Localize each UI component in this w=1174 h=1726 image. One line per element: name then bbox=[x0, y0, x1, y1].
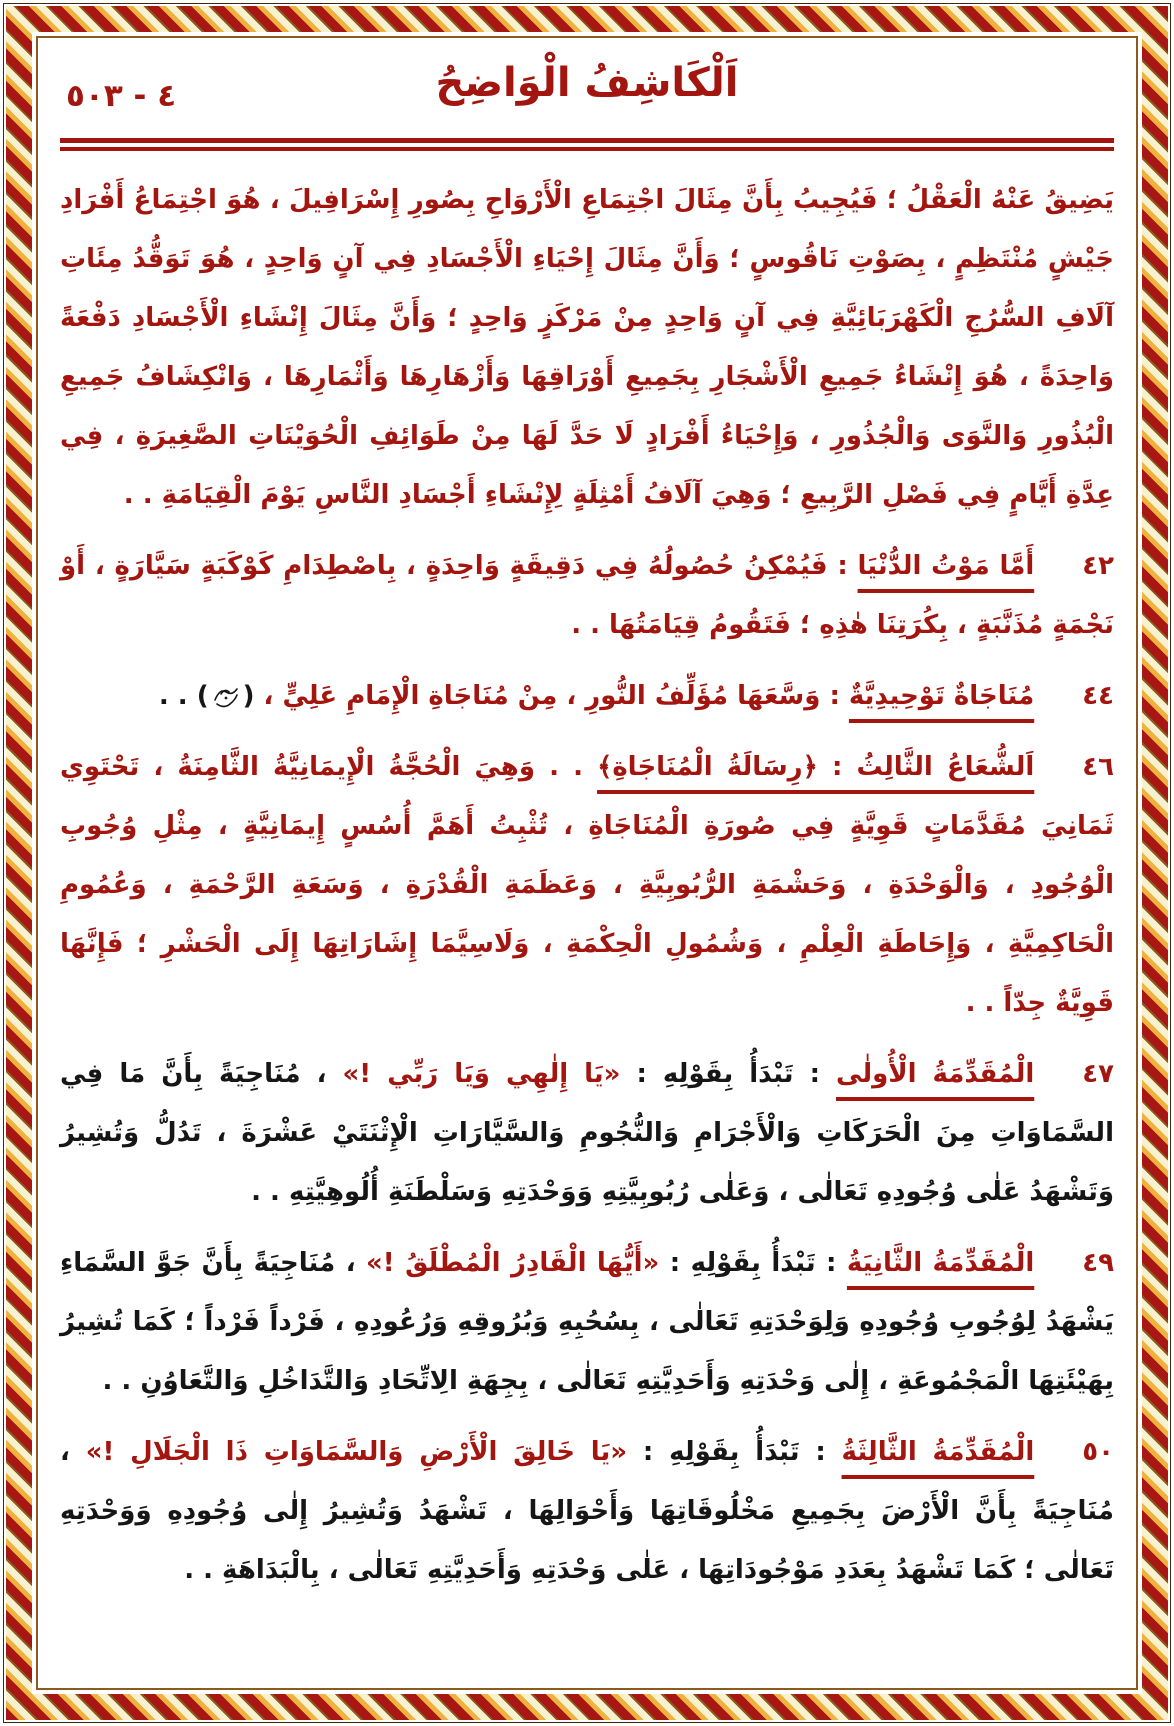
header-rule bbox=[60, 138, 1114, 151]
item-text: ، مُنَاجِيَةً بِأَنَّ مَا فِي السَّمَاوَاتِ مِنَ الْحَرَكَاتِ وَالْأَجْرَامِ وَالنُّجُومِ وَالسَّيَّارَاتِ الْإِثْنَتَيْ عَشْرَةَ ، تَدُلُّ وَتُشِيرُ وَتَشْهَدُ عَلٰى وُجُودِهِ تَعَالٰى ، وَعَلٰى رُبُوبِيَّتِهِ وَوَحْدَتِهِ وَسَلْطَنَةِ أُلُوهِيَّتِهِ . . bbox=[60, 1059, 1114, 1207]
item-heading: اَلشُّعَاعُ الثَّالِثُ : ﴿رِسَالَةُ الْمُنَاجَاةِ﴾ bbox=[597, 752, 1035, 782]
intro-paragraph: يَضِيقُ عَنْهُ الْعَقْلُ ؛ فَيُجِيبُ بِأَنَّ مِثَالَ اجْتِمَاعِ الْأَرْوَاحِ بِصُورِ إِسْرَافِيلَ ، هُوَ اجْتِمَاعُ أَفْرَادِ جَيْشٍ مُنْتَظِمٍ ، بِصَوْتِ نَاقُوسٍ ؛ وَأَنَّ مِثَالَ إِحْيَاءِ الْأَجْسَادِ فِي آنٍ وَاحِدٍ ، هُوَ تَوَقُّدُ مِئَاتِ آلَافِ السُّرُجِ الْكَهْرَبَائِيَّةِ فِي آنٍ وَاحِدٍ مِنْ مَرْكَزٍ وَاحِدٍ ؛ وَأَنَّ مِثَالَ إِنْشَاءِ الْأَجْسَادِ دَفْعَةً وَاحِدَةً ، هُوَ إِنْشَاءُ جَمِيعِ الْأَشْجَارِ بِجَمِيعِ أَوْرَاقِهَا وَأَزْهَارِهَا وَأَثْمَارِهَا ، وَانْكِشَافُ جَمِيعِ الْبُذُورِ وَالنَّوَى وَالْجُذُورِ ، وَإِحْيَاءُ أَفْرَادٍ لَا حَدَّ لَهَا مِنْ طَوَائِفِ الْحُوَيْنَاتِ الصَّغِيرَةِ ، فِي عِدَّةِ أَيَّامٍ فِي فَصْلِ الرَّبِيعِ ؛ وَهِيَ آلَافُ أَمْثِلَةٍ لِإِنْشَاءِ أَجْسَادِ النَّاسِ يَوْمَ الْقِيَامَةِ . . bbox=[60, 185, 1114, 510]
item-text: ، مُنَاجِيَةً بِأَنَّ الْأَرْضَ بِجَمِيعِ مَخْلُوقَاتِهَا وَأَحْوَالِهَا ، تَشْهَدُ وَتُشِيرُ إِلٰى وُجُودِهِ وَوَحْدَتِهِ تَعَالٰى ؛ كَمَا تَشْهَدُ بِعَدَدِ مَوْجُودَاتِهَا ، عَلٰى وَحْدَتِهِ وَأَحَدِيَّتِهِ تَعَالٰى ، بِالْبَدَاهَةِ . . bbox=[60, 1437, 1114, 1585]
item-text: : تَبْدَأُ بِقَوْلِهِ : bbox=[620, 1059, 837, 1089]
page-header bbox=[60, 58, 1114, 134]
item-text: ( bbox=[242, 681, 255, 711]
item-number: ٤٦ bbox=[1082, 752, 1114, 782]
item-number: ٤٧ bbox=[1082, 1059, 1114, 1089]
item-text: «يَا إِلٰهِي وَيَا رَبِّي !» bbox=[342, 1059, 621, 1089]
list-item bbox=[60, 1045, 1114, 1222]
item-text: ، مُنَاجِيَةً بِأَنَّ جَوَّ السَّمَاءِ يَشْهَدُ لِوُجُوبِ وُجُودِهِ وَلِوَحْدَتِهِ تَعَالٰى ، بِسُحُبِهِ وَبُرُوقِهِ وَرُعُودِهِ ، فَرْداً فَرْداً ؛ كَمَا تُشِيرُ بِهَيْئَتِهَا الْمَجْمُوعَةِ ، إِلٰى وَحْدَتِهِ وَأَحَدِيَّتِهِ تَعَالٰى ، بِجِهَةِ الِاتِّحَادِ وَالتَّدَاخُلِ وَالتَّعَاوُنِ . . bbox=[60, 1248, 1114, 1396]
item-text: «أَيُّهَا الْقَادِرُ الْمُطْلَقُ !» bbox=[366, 1248, 660, 1278]
item-number: ٥٠ bbox=[1082, 1437, 1115, 1467]
list-item bbox=[60, 667, 1114, 726]
item-text: : تَبْدَأُ بِقَوْلِهِ : bbox=[627, 1437, 842, 1467]
item-heading: الْمُقَدِّمَةُ الثَّالِثَةُ bbox=[841, 1437, 1035, 1467]
page-number: ٤ - ٥٠٣ bbox=[66, 78, 177, 114]
page-title: اَلْكَاشِفُ الْوَاضِحُ bbox=[435, 60, 739, 106]
item-heading: الْمُقَدِّمَةُ الْأُولٰى bbox=[836, 1059, 1035, 1089]
item-number: ٤٩ bbox=[1082, 1248, 1114, 1278]
items-list bbox=[60, 537, 1114, 1600]
item-text: : فَيُمْكِنُ حُصُولُهُ فِي دَقِيقَةٍ وَاحِدَةٍ ، بِاصْطِدَامِ كَوْكَبَةٍ سَيَّارَةٍ ، أَوْ نَجْمَةٍ مُذَنَّبَةٍ ، بِكُرَتِنَا هٰذِهِ ؛ فَتَقُومُ قِيَامَتُهَا . . bbox=[60, 551, 1114, 640]
list-item bbox=[60, 1423, 1114, 1600]
page-content bbox=[60, 58, 1114, 1680]
item-text: : تَبْدَأُ بِقَوْلِهِ : bbox=[659, 1248, 847, 1278]
item-number: ٤٢ bbox=[1082, 551, 1114, 581]
item-heading: الْمُقَدِّمَةُ الثَّانِيَةُ bbox=[846, 1248, 1035, 1278]
body-text bbox=[60, 171, 1114, 1600]
item-text: : وَسَّعَهَا مُؤَلِّفُ النُّورِ ، مِنْ مُنَاجَاةِ الْإِمَامِ عَلِيٍّ ، bbox=[254, 681, 849, 711]
item-heading: أَمَّا مَوْتُ الدُّنْيَا bbox=[857, 551, 1035, 581]
item-heading: مُنَاجَاةٌ تَوْحِيدِيَّةٌ bbox=[848, 681, 1035, 711]
item-number: ٤٤ bbox=[1082, 681, 1114, 711]
list-item bbox=[60, 738, 1114, 1033]
item-text: . . وَهِيَ الْحُجَّةُ الْإِيمَانِيَّةُ الثَّامِنَةُ ، تَحْتَوِي ثَمَانِيَ مُقَدَّمَاتٍ قَوِيَّةٍ فِي صُورَةِ الْمُنَاجَاةِ ، تُثْبِتُ أَهَمَّ أُسُسٍ إِيمَانِيَّةٍ ، مِثْلِ وُجُوبِ الْوُجُودِ ، وَالْوَحْدَةِ ، وَحَشْمَةِ الرُّبُوبِيَّةِ ، وَعَظَمَةِ الْقُدْرَةِ ، وَسَعَةِ الرَّحْمَةِ ، وَعُمُومِ الْحَاكِمِيَّةِ ، وَإِحَاطَةِ الْعِلْمِ ، وَشُمُولِ الْحِكْمَةِ ، وَلَاسِيَّمَا إِشَارَاتِهَا إِلَى الْحَشْرِ ؛ فَإِنَّهَا قَوِيَّةٌ جِدّاً . . bbox=[60, 752, 1114, 1018]
list-item bbox=[60, 1234, 1114, 1411]
item-text: «يَا خَالِقَ الْأَرْضِ وَالسَّمَاوَاتِ ذَا الْجَلَالِ !» bbox=[85, 1437, 628, 1467]
item-text: ) . . bbox=[158, 681, 209, 711]
honorific-seal-icon bbox=[211, 684, 241, 710]
list-item bbox=[60, 537, 1114, 655]
